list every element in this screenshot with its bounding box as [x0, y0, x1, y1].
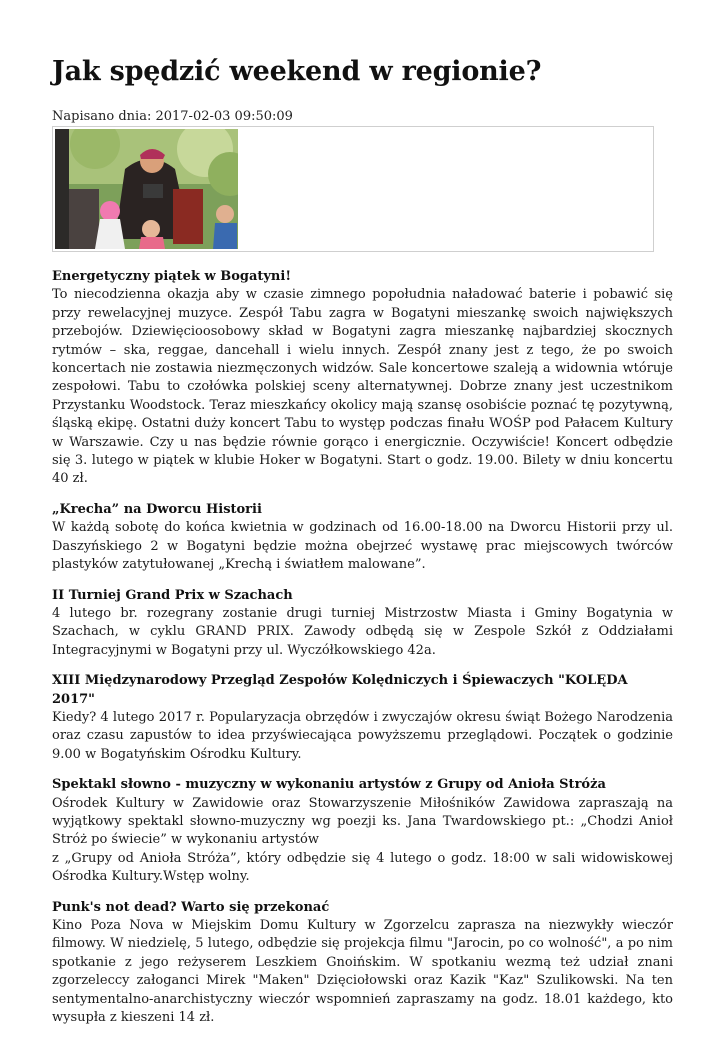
section-text: Kino Poza Nova w Miejskim Domu Kultury w Zgorzelcu zaprasza na niezwykły wieczór filmowy. W niedzielę, 5 lutego, odbędzie się projekcja filmu "Jarocin, po co wolność", a po nim spotkanie z jego reżyserem Leszkiem Gnoińskim. W spotkaniu wezmą też udział znani zgorzeleccy załoganci Mirek "Maken" Dzięciołowski oraz Kazik "Kaz" Szulikowski. Na ten sentymentalno-anarchistyczny wieczór wspomnień zapraszamy na godz. 18.01 każdego, kto wysupła z kieszeni 14 zł.: [52, 918, 673, 1026]
image-frame: [52, 126, 654, 252]
article-body: [52, 268, 673, 1039]
article-photo: [55, 129, 238, 249]
section-text: 4 lutego br. rozegrany zostanie drugi turniej Mistrzostw Miasta i Gminy Bogatynia w Szachach, w cyklu GRAND PRIX. Zawody odbędą się w Zespole Szkół z Oddziałami Integracyjnymi w Bogatyni przy ul. Wyczółkowskiego 42a.: [52, 605, 673, 658]
section-spektakl: [52, 776, 673, 886]
section-text: W każdą sobotę do końca kwietnia w godzinach od 16.00-18.00 na Dworcu Historii przy ul. Daszyńskiego 2 w Bogatyni będzie można obejrzeć wystawę prac miejscowych twórców plastyków zatytułowanej „Krechą i światłem malowane”.: [52, 520, 673, 573]
section-heading: Punk's not dead? Warto się przekonać: [52, 899, 330, 915]
section-text: Kiedy? 4 lutego 2017 r. Popularyzacja obrzędów i zwyczajów okresu świąt Bożego Narodzenia oraz czasu zapustów to idea przyświecająca powyższemu przeglądowi. Początek o godzinie 9.00 w Bogatyńskim Ośrodku Kultury.: [52, 709, 673, 762]
section-text: To niecodzienna okazja aby w czasie zimnego popołudnia naładować baterie i pobawić się przy rewelacyjnej muzyce. Zespół Tabu zagra w Bogatyni mieszankę swoich największych przebojów. Dziewięcioosobowy skład w Bogatyni zagra mieszankę najbardziej skocznych rytmów – ska, reggae, dancehall i wielu innych. Zespół znany jest z tego, że po swoich koncertach nie zostawia niezmęczonych widzów. Sale koncertowe szaleją a widownia wtóruje zespołowi. Tabu to czołówka polskiej sceny alternatywnej. Dobrze znany jest uczestnikom Przystanku Woodstock. Teraz mieszkańcy okolicy mają szansę osobiście poznać tę pozytywną, śląską ekipę. Ostatni duży koncert Tabu to występ podczas finału WOŚP pod Pałacem Kultury w Warszawie. Czy u nas będzie równie gorąco i energicznie. Oczywiście! Koncert odbędzie się 3. lutego w piątek w klubie Hoker w Bogatyni. Start o godz. 19.00. Bilety w dniu koncertu 40 zł.: [52, 287, 673, 487]
section-text: Ośrodek Kultury w Zawidowie oraz Stowarzyszenie Miłośników Zawidowa zapraszają na wyjątkowy spektakl słowno-muzyczny wg poezji ks. Jana Twardowskiego pt.: „Chodzi Anioł Stróż po świecie” w wykonaniu artystów: [52, 795, 673, 848]
page-title: Jak spędzić weekend w regionie?: [52, 56, 542, 87]
section-chess: [52, 587, 673, 661]
section-heading: XIII Międzynarodowy Przegląd Zespołów Kolędniczych i Śpiewaczych "KOLĘDA 2017": [52, 673, 628, 707]
section-heading: „Krecha” na Dworcu Historii: [52, 501, 262, 517]
publish-date: Napisano dnia: 2017-02-03 09:50:09: [52, 109, 293, 124]
section-heading: Spektakl słowno - muzyczny w wykonaniu artystów z Grupy od Anioła Stróża: [52, 777, 606, 793]
section-krecha: [52, 501, 673, 575]
section-text-continued: z „Grupy od Anioła Stróża”, który odbędzie się 4 lutego o godz. 18:00 w sali widowiskowej Ośrodka Kultury.Wstęp wolny.: [52, 850, 673, 885]
section-punk: [52, 899, 673, 1028]
section-koleda: [52, 672, 673, 764]
section-heading: Energetyczny piątek w Bogatyni!: [52, 269, 292, 284]
section-bogatynia-concert: [52, 268, 673, 489]
section-heading: II Turniej Grand Prix w Szachach: [52, 587, 293, 603]
